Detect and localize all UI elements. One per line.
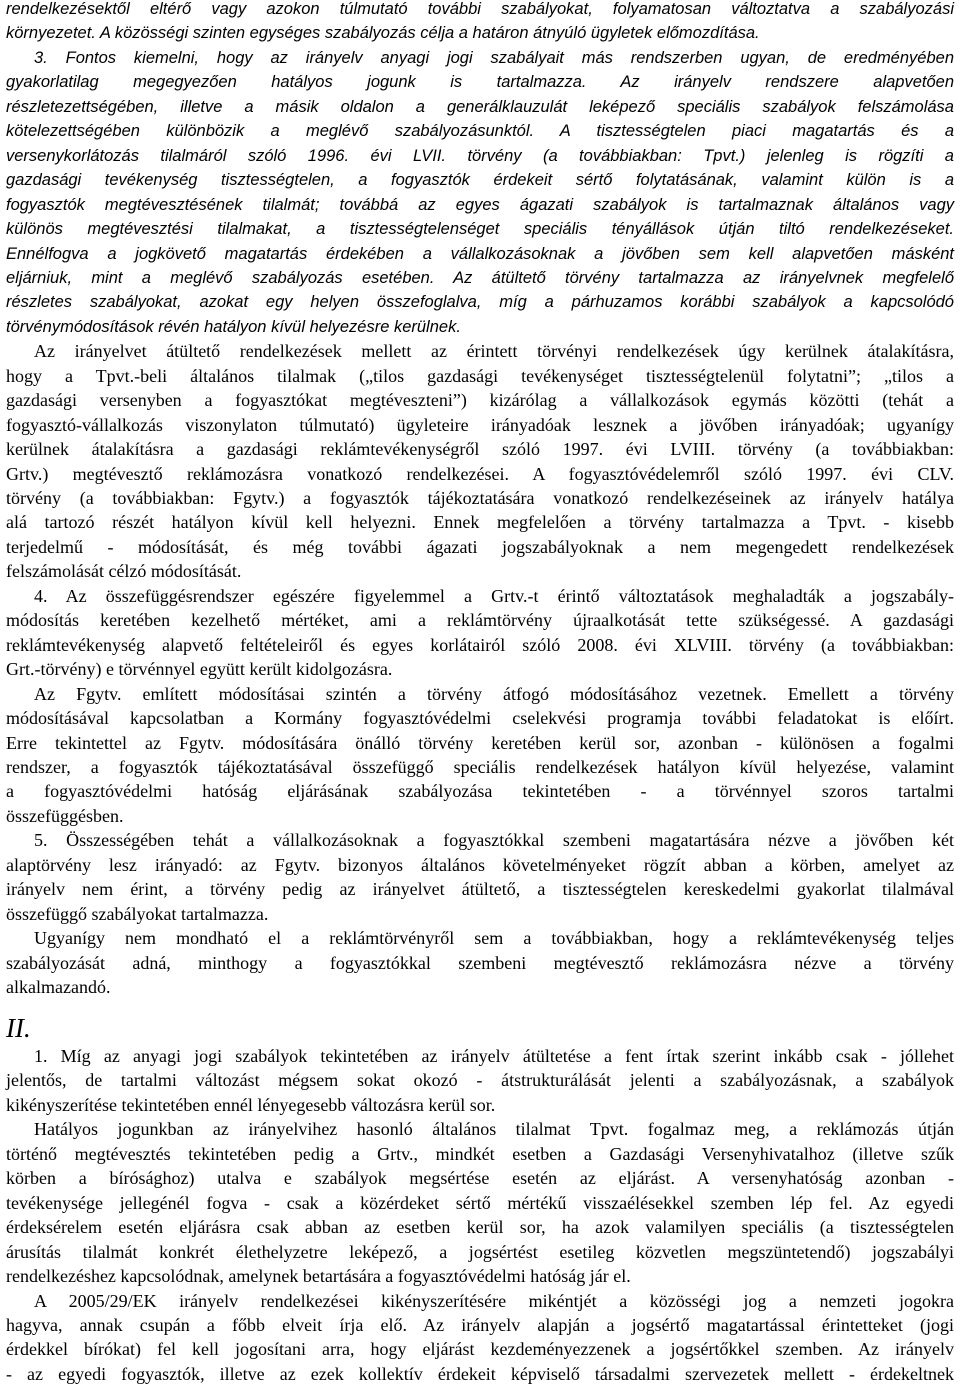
text-line: Ugyanígy nem mondható el a reklámtörvényről sem a továbbiakban, hogy a reklámtevékenység teljes — [34, 928, 954, 949]
text-line: versenykorlátozás tilalmáról szóló 1996. évi LVII. törvény (a továbbiakban: Tpvt.) jelenleg is rögzíti a — [6, 146, 954, 165]
text-line: irányelv nem érint, a törvény pedig az irányelvet átültető, a tisztességtelen kereskedelmi gyakorlat tilalmával — [6, 879, 954, 900]
text-line: érdekkel bírókat) fel kell jogosítani arra, hogy eljárást kezdeményezzenek a jogsértőkkel szemben. Az irányelv — [6, 1339, 954, 1360]
text-line: reklámtevékenység alapvető feltételeiről és egyes korlátairól szóló 2008. évi XLVIII. törvény (a továbbiakban: — [6, 634, 954, 655]
text-line: 3. Fontos kiemelni, hogy az irányelv anyagi jogi szabályait más rendszerben ugyan, de eredményében — [34, 48, 954, 67]
text-line: gyakorlatilag megegyezően hatályos jogunk is tartalmazza. Az irányelv rendszere alapvetően — [6, 73, 954, 92]
text-line: Grt.-törvény) e törvénnyel együtt került kidolgozásra. — [6, 659, 393, 680]
text-line: összefüggésben. — [6, 805, 124, 826]
text-line: gazdasági versenyben a fogyasztókat megtéveszteni”) kizárólag a vállalkozások egymás közötti (tehát a — [6, 390, 954, 411]
text-line: módosításával kapcsolatban a Kormány fogyasztóvédelmi cselekvési programja további feladatokat is előírt. — [6, 708, 954, 729]
text-line: felszámolását célzó módosítását. — [6, 561, 242, 582]
text-line: hogy a Tpvt.-beli általános tilalmak („tilos gazdasági tevékenységet tisztességtelenül folytatni”; „tilos a — [6, 365, 954, 386]
text-line: 5. Összességében tehát a vállalkozásoknak a fogyasztókkal szembeni magatartására nézve a jövőben két — [34, 830, 954, 851]
text-line: összefüggő szabályokat tartalmazza. — [6, 903, 269, 924]
text-line: A 2005/29/EK irányelv rendelkezései kikényszerítésére mikéntjét a közösségi jog a nemzeti jogokra — [34, 1290, 954, 1311]
text-line: terjedelmű - módosítását, és még további ágazati jogszabályoknak a nem megengedett rendelkezések — [6, 536, 954, 557]
text-line: rendelkezéshez kapcsolódnak, amelynek betartására a fogyasztóvédelmi hatóság jár el. — [6, 1266, 631, 1287]
text-line: jelentős, de tartalmi változást mégsem sokat okozó - átstrukturálását jelenti a szabályozásnak, a szabályok — [6, 1070, 954, 1091]
text-line: Ennélfogva a jogkövető magatartás érdekében a vállalkozásoknak a jövőben sem kell alapvetően másként — [6, 244, 954, 263]
text-line: tevékenysége jellegénél fogva - csak a közérdeket sértő mértékű visszaélésekkel szemben lép fel. Az egyedi — [6, 1192, 954, 1213]
text-line: történő megtévesztés tekintetében pedig a Grtv., mindkét esetben a Gazdasági Versenyhivatalhoz (illetve szűk — [6, 1143, 954, 1164]
text-line: 1. Míg az anyagi jogi szabályok tekintetében az irányelv átültetése a fent írtak szerint inkább csak - jóllehet — [34, 1046, 954, 1066]
text-line: alá tartozó részét hatályon kívül kell helyezni. Ennek megfelelően a törvény tartalmazza a Tpvt. - kisebb — [6, 512, 954, 533]
text-line: kötelezettségében különbözik a meglévő szabályozásunktól. A tisztességtelen piaci magatartás és a — [6, 122, 954, 141]
text-line: Grtv.) megtévesztő reklámozásra vonatkozó rendelkezései. A fogyasztóvédelemről szóló 1997. évi CLV. — [6, 463, 954, 484]
text-line: fogyasztók megtévesztésének tilalmát; továbbá az egyes ágazati szabályok is tartalmaznak általános vagy — [6, 195, 954, 214]
text-line: eljárniuk, mint a meglévő szabályozás esetében. Az átültető törvény tartalmazza az irányelvnek megfelelő — [6, 268, 954, 287]
text-line: érdeksérelem esetén eljárásra csak abban az esetben kerül sor, ha azok valamilyen speciális (a tisztességtelen — [6, 1217, 954, 1238]
text-line: rendszer, a fogyasztók tájékoztatásával összefüggő speciális rendelkezések hatályon kívül helyezése, valamint — [6, 756, 954, 777]
text-line: fogyasztó-vállalkozás viszonylaton túlmutató) ügyleteire irányadóak lesznek a jövőben irányadóak; ugyanígy — [6, 414, 954, 435]
text-line: alkalmazandó. — [6, 977, 111, 997]
text-line: a fogyasztóvédelmi hatóság eljárásának szabályozása tekintetében - a törvénnyel szoros tartalmi — [6, 781, 954, 802]
text-line: kikényszerítése tekintetében ennél lényegesebb változásra kerül sor. — [6, 1094, 496, 1115]
text-line: árusítás tilalmát konkrét élethelyzetre leképező, a jogsértést esetileg közvetlen megszüntetendő) jogszabályi — [6, 1241, 954, 1262]
text-line: alaptörvény lesz irányadó: az Fgytv. bizonyos általános követelményeket rögzít abban a körben, amelyet az — [6, 854, 954, 875]
text-line: különös megtévesztési tilalmakat, a tisztességtelenséget speciális tényállások útján tiltó rendelkezéseket. — [6, 220, 954, 239]
text-line: 4. Az összefüggésrendszer egészére figyelemmel a Grtv.-t érintő változtatások meghaladták a jogszabály- — [34, 585, 954, 606]
text-line: kerülnek átalakításra a gazdasági reklámtevékenységről szóló 1997. évi LVIII. törvény (a továbbiakban: — [6, 439, 954, 460]
text-line: gazdasági tevékenység tisztességtelen, a fogyasztók érdekeit sértő folytatásának, valamint külön is a — [6, 171, 954, 190]
text-line: módosítás keretében kezelhető mértéket, ami a reklámtörvény újraalkotását tette szükségessé. A gazdasági — [6, 610, 954, 631]
text-line: környezetet. A közösségi szinten egységes szabályozás célja a határon átnyúló ügyletek előmozdítása. — [6, 24, 760, 43]
text-line: körben a bírósághoz) utalva e szabályok megsértése esetén az eljárást. A versenyhatóság azonban - — [6, 1168, 954, 1189]
text-line: törvény (a továbbiakban: Fgytv.) a fogyasztók tájékoztatására vonatkozó rendelkezéseinek az irányelv hatálya — [6, 488, 954, 508]
text-line: rendelkezésektől eltérő vagy azokon túlmutató további szabályokat, folyamatosan változtatva a szabályozási — [6, 0, 954, 18]
text-line: Az irányelvet átültető rendelkezések mellett az érintett törvényi rendelkezések úgy kerülnek átalakításra, — [34, 341, 954, 362]
text-line: részletezettségében, illetve a másik oldalon a generálklauzulát leképező speciális szabályok felszámolása — [6, 97, 954, 116]
text-line: részletes szabályokat, azokat egy helyen összefoglalva, míg a párhuzamos korábbi szabályok a kapcsolódó — [6, 293, 954, 312]
text-line: törvénymódosítások révén hatályon kívül helyezésre kerülnek. — [6, 317, 461, 336]
text-line: hagyva, annak csupán a főbb elveit írja elő. Az irányelv alapján a jogsértő magatartással érintetteket (jogi — [6, 1314, 954, 1335]
text-line: Erre tekintettel az Fgytv. módosítására önálló törvény keretében kerül sor, azonban - különösen a fogalmi — [6, 732, 954, 753]
text-line: Az Fgytv. említett módosításai szintén a törvény átfogó módosításához vezetnek. Emellett a törvény — [34, 683, 954, 704]
text-line: Hatályos jogunkban az irányelvihez hasonló általános tilalmat Tpvt. fogalmaz meg, a reklámozás útján — [34, 1119, 954, 1140]
section-heading: II. — [6, 1013, 31, 1043]
text-line: szabályozását adná, minthogy a fogyasztókkal szembeni megtévesztő reklámozásra nézve a törvény — [6, 952, 954, 973]
text-line: - az egyedi fogyasztók, illetve az ezek kollektív érdekeit képviselő társadalmi szervezetek mellett - érdekeltnek — [6, 1363, 954, 1384]
